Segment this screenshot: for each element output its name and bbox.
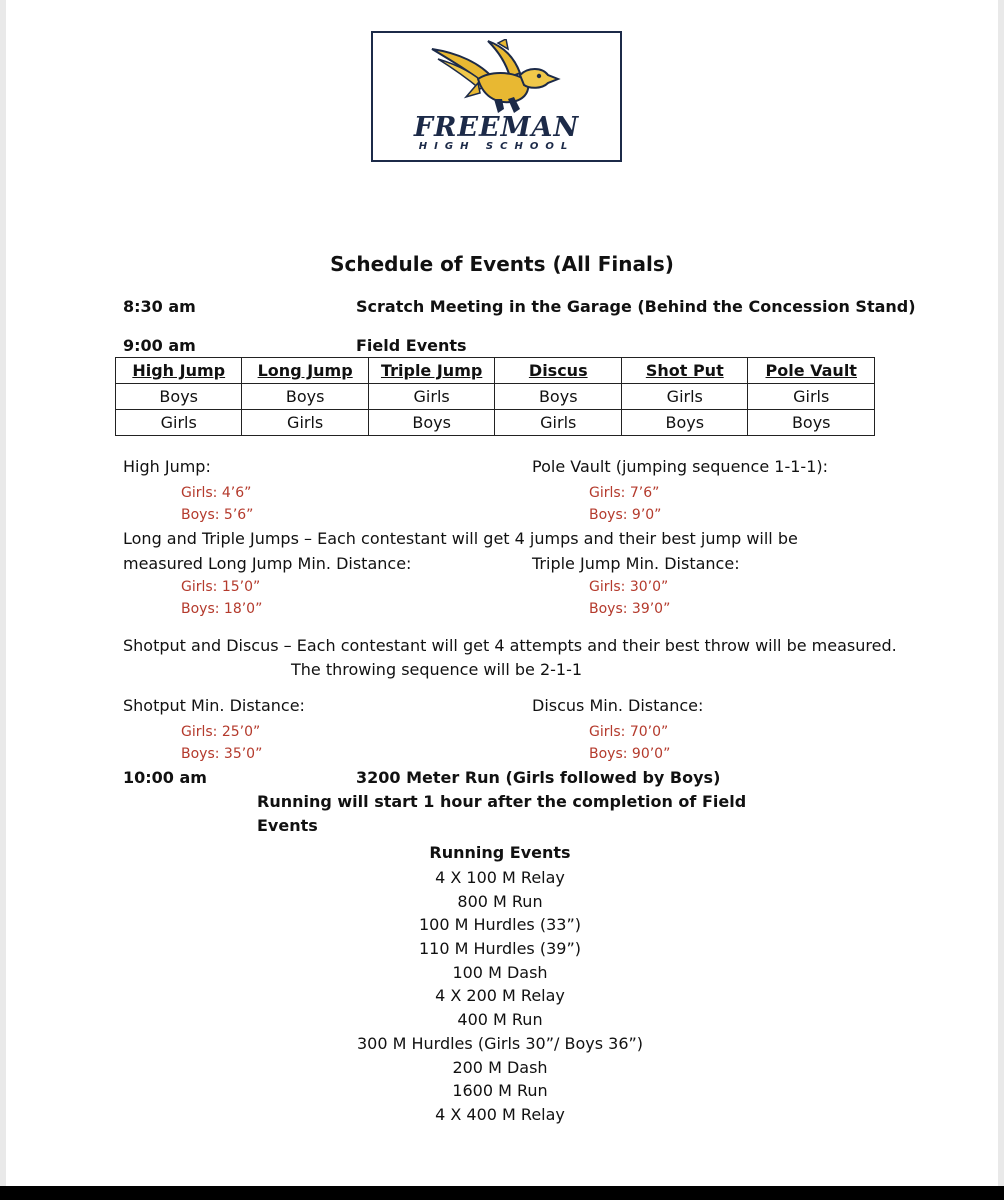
- table-cell: Boys: [495, 384, 622, 410]
- high-jump-girls: Girls: 4’6”: [181, 485, 252, 501]
- pole-vault-boys: Boys: 9’0”: [589, 507, 662, 523]
- high-jump-label: High Jump:: [123, 457, 211, 476]
- table-cell: Girls: [748, 384, 875, 410]
- list-item: 100 M Dash: [452, 962, 548, 982]
- page-edge-left: [0, 0, 6, 1200]
- shotput-min-label: Shotput Min. Distance:: [123, 696, 305, 715]
- list-item: 200 M Dash: [452, 1057, 548, 1077]
- pole-vault-girls: Girls: 7’6”: [589, 485, 660, 501]
- running-start-note-line1: Running will start 1 hour after the completion of Field: [257, 792, 747, 811]
- running-start-note-line2: Events: [257, 816, 318, 835]
- table-header-cell: Shot Put: [622, 358, 748, 384]
- discus-boys: Boys: 90’0”: [589, 746, 671, 762]
- triple-jump-min-label: Triple Jump Min. Distance:: [532, 554, 740, 573]
- high-jump-boys: Boys: 5’6”: [181, 507, 254, 523]
- running-events-list: [300, 842, 700, 1127]
- shotput-boys: Boys: 35’0”: [181, 746, 263, 762]
- list-item: 300 M Hurdles (Girls 30”/ Boys 36”): [356, 1033, 644, 1053]
- pole-vault-label: Pole Vault (jumping sequence 1-1-1):: [532, 457, 828, 476]
- list-item: 1600 M Run: [452, 1081, 548, 1101]
- table-header-cell: Long Jump: [242, 358, 368, 384]
- field-events-table: [115, 357, 875, 436]
- jumps-note-line2: measured Long Jump Min. Distance:: [123, 554, 412, 573]
- page-edge-right: [998, 0, 1004, 1200]
- logo-subtitle: HIGH SCHOOL: [418, 141, 575, 152]
- list-item: 400 M Run: [457, 1010, 543, 1030]
- triple-jump-girls: Girls: 30’0”: [589, 579, 669, 595]
- field-time: 9:00 am: [123, 336, 196, 355]
- table-header-cell: Triple Jump: [368, 358, 495, 384]
- table-header-cell: High Jump: [116, 358, 242, 384]
- run3200-desc: 3200 Meter Run (Girls followed by Boys): [356, 768, 721, 787]
- table-cell: Girls: [116, 410, 242, 436]
- field-desc: Field Events: [356, 336, 467, 355]
- discus-min-label: Discus Min. Distance:: [532, 696, 704, 715]
- table-row: [116, 384, 875, 410]
- list-item: 4 X 400 M Relay: [435, 1104, 565, 1124]
- hawk-mascot-icon: [428, 39, 568, 117]
- table-row: [116, 410, 875, 436]
- jumps-note-line1: Long and Triple Jumps – Each contestant will get 4 jumps and their best jump will be: [123, 529, 798, 548]
- list-item: 110 M Hurdles (39”): [419, 939, 581, 959]
- table-header-cell: Discus: [495, 358, 622, 384]
- running-events-header: Running Events: [429, 843, 571, 862]
- list-item: 4 X 200 M Relay: [435, 986, 565, 1006]
- bottom-bar: [0, 1186, 1004, 1200]
- scratch-time: 8:30 am: [123, 297, 196, 316]
- table-cell: Girls: [495, 410, 622, 436]
- table-cell: Boys: [116, 384, 242, 410]
- shotput-girls: Girls: 25’0”: [181, 724, 261, 740]
- table-cell: Boys: [622, 410, 748, 436]
- table-cell: Boys: [748, 410, 875, 436]
- table-cell: Girls: [242, 410, 368, 436]
- long-jump-boys: Boys: 18’0”: [181, 601, 263, 617]
- discus-girls: Girls: 70’0”: [589, 724, 669, 740]
- throws-note-line2: The throwing sequence will be 2-1-1: [291, 660, 583, 679]
- list-item: 4 X 100 M Relay: [435, 868, 565, 887]
- triple-jump-boys: Boys: 39’0”: [589, 601, 671, 617]
- long-jump-girls: Girls: 15’0”: [181, 579, 261, 595]
- table-header-cell: Pole Vault: [748, 358, 875, 384]
- throws-note-line1: Shotput and Discus – Each contestant will get 4 attempts and their best throw will be measured.: [123, 636, 897, 655]
- table-cell: Girls: [368, 384, 495, 410]
- list-item: 100 M Hurdles (33”): [419, 915, 581, 935]
- list-item: 800 M Run: [457, 891, 543, 911]
- run3200-time: 10:00 am: [123, 768, 207, 787]
- table-cell: Boys: [242, 384, 368, 410]
- page-title: Schedule of Events (All Finals): [330, 252, 674, 276]
- table-header-row: [116, 358, 875, 384]
- table-cell: Boys: [368, 410, 495, 436]
- table-cell: Girls: [622, 384, 748, 410]
- scratch-desc: Scratch Meeting in the Garage (Behind the Concession Stand): [356, 297, 916, 316]
- school-logo: [371, 31, 622, 162]
- logo-school-name: FREEMAN: [413, 112, 580, 143]
